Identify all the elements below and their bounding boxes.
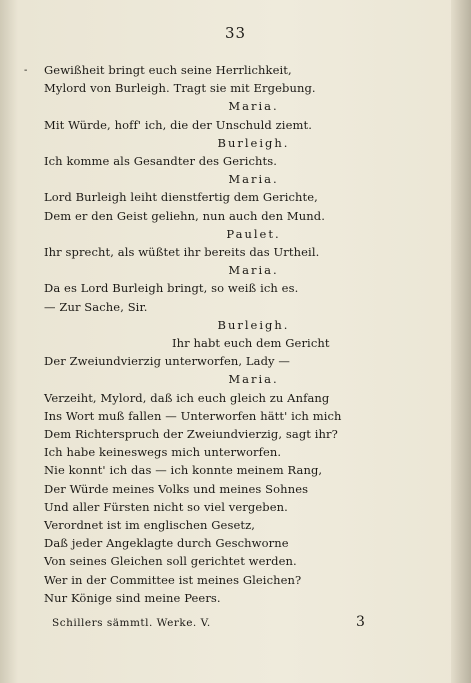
speaker-line xyxy=(0,227,471,241)
verse-line: Der Zweiundvierzig unterworfen, Lady — xyxy=(44,354,290,368)
speaker-line xyxy=(0,172,471,186)
page-number: 33 xyxy=(224,24,247,42)
verse-line: Da es Lord Burleigh bringt, so weiß ich es. xyxy=(44,281,299,295)
signature-number: 3 xyxy=(356,614,365,630)
speaker-label: Maria. xyxy=(228,372,279,386)
verse-line: Verzeiht, Mylord, daß ich euch gleich zu Anfang xyxy=(44,391,330,405)
verse-line: Der Würde meines Volks und meines Sohnes xyxy=(44,482,309,496)
verse-line: Daß jeder Angeklagte durch Geschworne xyxy=(44,536,289,550)
verse-line: Und aller Fürsten nicht so viel vergeben. xyxy=(44,500,288,514)
verse-line: Nie konnt' ich das — ich konnte meinem Rang, xyxy=(44,463,323,477)
speaker-line xyxy=(0,136,471,150)
verse-line: Von seines Gleichen soll gerichtet werden. xyxy=(44,554,297,568)
speaker-label: Paulet. xyxy=(226,227,281,241)
verse-line: Ich habe keineswegs mich unterworfen. xyxy=(44,445,282,459)
verse-line-indented: Ihr habt euch dem Gericht xyxy=(172,336,330,350)
speaker-label: Maria. xyxy=(228,99,279,113)
verse-line: Mit Würde, hoff' ich, die der Unschuld ziemt. xyxy=(44,118,312,132)
verse-line: Ich komme als Gesandter des Gerichts. xyxy=(44,154,278,168)
verse-line: Lord Burleigh leiht dienstfertig dem Gerichte, xyxy=(44,190,318,204)
verse-line: Dem Richterspruch der Zweiundvierzig, sagt ihr? xyxy=(44,427,338,441)
speaker-label: Burleigh. xyxy=(217,318,290,332)
speaker-line xyxy=(0,99,471,113)
verse-line: Ins Wort muß fallen — Unterworfen hätt' ich mich xyxy=(44,409,342,423)
verse-line: Gewißheit bringt euch seine Herrlichkeit, xyxy=(44,63,292,77)
verse-line: Wer in der Committee ist meines Gleichen? xyxy=(44,573,302,587)
speaker-label: Maria. xyxy=(228,172,279,186)
margin-mark: - xyxy=(24,65,28,76)
speaker-line xyxy=(0,372,471,386)
speaker-line xyxy=(0,318,471,332)
verse-line: Nur Könige sind meine Peers. xyxy=(44,591,221,605)
verse-line: Mylord von Burleigh. Tragt sie mit Ergebung. xyxy=(44,81,316,95)
signature-mark: Schillers sämmtl. Werke. V. xyxy=(52,617,211,629)
verse-line: — Zur Sache, Sir. xyxy=(44,300,148,314)
speaker-line xyxy=(0,263,471,277)
verse-line: Verordnet ist im englischen Gesetz, xyxy=(44,518,255,532)
speaker-label: Maria. xyxy=(228,263,279,277)
verse-line: Ihr sprecht, als wüßtet ihr bereits das Urtheil. xyxy=(44,245,320,259)
verse-line: Dem er den Geist geliehn, nun auch den Mund. xyxy=(44,209,325,223)
speaker-label: Burleigh. xyxy=(217,136,290,150)
